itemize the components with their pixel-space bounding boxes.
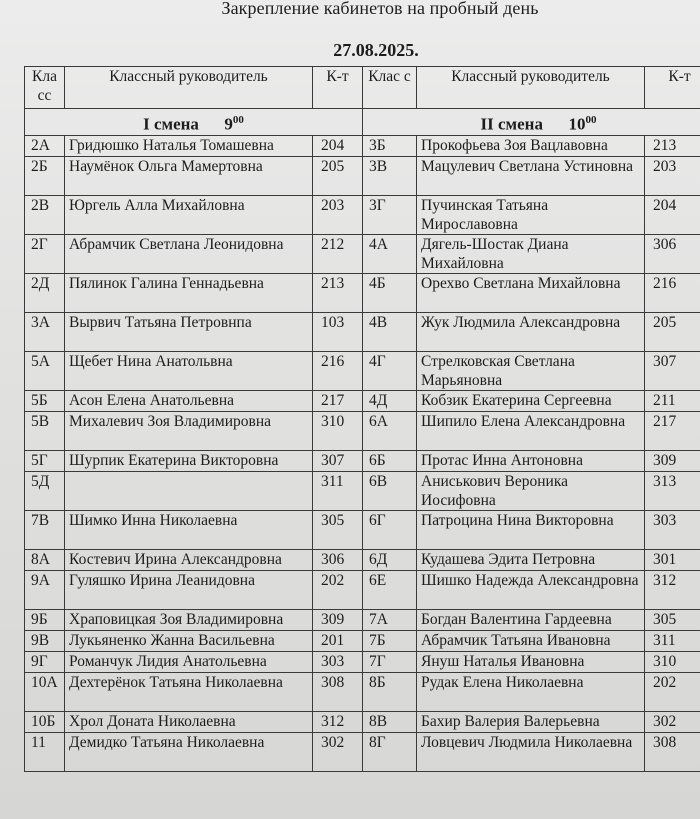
- room-assignment-table: [24, 66, 700, 772]
- class-cell: 2Д: [25, 274, 65, 313]
- room-cell: 309: [313, 610, 363, 631]
- class-cell: 10А: [25, 673, 65, 712]
- room-cell: 307: [313, 451, 363, 472]
- col-header-class: Кла сс: [25, 67, 65, 109]
- class-cell: 5Д: [25, 472, 65, 511]
- table-row: [25, 274, 700, 313]
- room-cell-right: 211: [645, 391, 700, 412]
- room-cell: 216: [313, 352, 363, 391]
- table-row: [25, 712, 700, 733]
- class-cell-right: 7А: [363, 610, 417, 631]
- room-cell-right: 213: [645, 136, 700, 157]
- room-cell: 204: [313, 136, 363, 157]
- teacher-cell-right: Мацулевич Светлана Устиновна: [417, 157, 645, 196]
- class-cell: 2Б: [25, 157, 65, 196]
- room-cell-right: 312: [645, 571, 700, 610]
- room-cell: 205: [313, 157, 363, 196]
- teacher-cell: Романчук Лидия Анатольевна: [65, 652, 313, 673]
- room-cell: 201: [313, 631, 363, 652]
- document-date: 27.08.2025.: [333, 40, 419, 60]
- class-cell-right: 4А: [363, 235, 417, 274]
- room-cell-right: 308: [645, 733, 700, 772]
- teacher-cell: Асон Елена Анатольевна: [65, 391, 313, 412]
- teacher-cell: Юргель Алла Михайловна: [65, 196, 313, 235]
- room-cell-right: 305: [645, 610, 700, 631]
- room-cell: 217: [313, 391, 363, 412]
- room-cell-right: 203: [645, 157, 700, 196]
- class-cell: 11: [25, 733, 65, 772]
- room-cell-right: 313: [645, 472, 700, 511]
- class-cell: 9Б: [25, 610, 65, 631]
- teacher-cell-right: Дягель-Шостак Диана Михайловна: [417, 235, 645, 274]
- class-cell-right: 7Г: [363, 652, 417, 673]
- class-cell: 3А: [25, 313, 65, 352]
- class-cell-right: 6Д: [363, 550, 417, 571]
- teacher-cell: Демидко Татьяна Николаевна: [65, 733, 313, 772]
- class-cell: 2В: [25, 196, 65, 235]
- teacher-cell-right: Орехво Светлана Михайловна: [417, 274, 645, 313]
- class-cell: 9А: [25, 571, 65, 610]
- class-cell: 5Г: [25, 451, 65, 472]
- table-row: [25, 451, 700, 472]
- header-row: [25, 67, 700, 109]
- teacher-cell-right: Рудак Елена Николаевна: [417, 673, 645, 712]
- room-cell: 302: [313, 733, 363, 772]
- teacher-cell: Храповицкая Зоя Владимировна: [65, 610, 313, 631]
- teacher-cell: Вырвич Татьяна Петровнпа: [65, 313, 313, 352]
- room-cell: 310: [313, 412, 363, 451]
- teacher-cell: Михалевич Зоя Владимировна: [65, 412, 313, 451]
- teacher-cell: Наумёнок Ольга Мамертовна: [65, 157, 313, 196]
- room-cell-right: 202: [645, 673, 700, 712]
- class-cell-right: 6В: [363, 472, 417, 511]
- room-cell-right: 302: [645, 712, 700, 733]
- table-row: [25, 631, 700, 652]
- table-row: [25, 472, 700, 511]
- table-body: [25, 136, 700, 772]
- teacher-cell-right: Кобзик Екатерина Сергеевна: [417, 391, 645, 412]
- teacher-cell-right: Патроцина Нина Викторовна: [417, 511, 645, 550]
- teacher-cell-right: Шипило Елена Александровна: [417, 412, 645, 451]
- room-cell-right: 303: [645, 511, 700, 550]
- teacher-cell: Костевич Ирина Александровна: [65, 550, 313, 571]
- class-cell: 8А: [25, 550, 65, 571]
- room-cell-right: 307: [645, 352, 700, 391]
- class-cell-right: 4Д: [363, 391, 417, 412]
- class-cell-right: 4Б: [363, 274, 417, 313]
- room-cell: 306: [313, 550, 363, 571]
- room-cell-right: 301: [645, 550, 700, 571]
- table-row: [25, 412, 700, 451]
- room-cell: 311: [313, 472, 363, 511]
- room-cell-right: 311: [645, 631, 700, 652]
- room-cell: 305: [313, 511, 363, 550]
- document-title: Закрепление кабинетов на пробный день: [221, 0, 539, 18]
- teacher-cell: Гуляшко Ирина Леанидовна: [65, 571, 313, 610]
- room-cell-right: 310: [645, 652, 700, 673]
- teacher-cell: Дехтерёнок Татьяна Николаевна: [65, 673, 313, 712]
- col-header-class-right: Клас с: [363, 67, 417, 109]
- class-cell: 9Г: [25, 652, 65, 673]
- teacher-cell-right: Стрелковская Светлана Марьяновна: [417, 352, 645, 391]
- class-cell-right: 6Е: [363, 571, 417, 610]
- class-cell: 2Г: [25, 235, 65, 274]
- teacher-cell: Шимко Инна Николаевна: [65, 511, 313, 550]
- class-cell-right: 8Б: [363, 673, 417, 712]
- teacher-cell-right: Пучинская Татьяна Мирославовна: [417, 196, 645, 235]
- teacher-cell-right: Жук Людмила Александровна: [417, 313, 645, 352]
- table-row: [25, 136, 700, 157]
- room-cell: 213: [313, 274, 363, 313]
- table-row: [25, 733, 700, 772]
- room-cell: 308: [313, 673, 363, 712]
- teacher-cell: Пялинок Галина Геннадьевна: [65, 274, 313, 313]
- room-cell-right: 217: [645, 412, 700, 451]
- table-row: [25, 610, 700, 631]
- class-cell: 7В: [25, 511, 65, 550]
- shift-row: [25, 109, 700, 136]
- teacher-cell-right: Богдан Валентина Гардеевна: [417, 610, 645, 631]
- class-cell-right: 4В: [363, 313, 417, 352]
- teacher-cell-right: Януш Наталья Ивановна: [417, 652, 645, 673]
- room-cell: 212: [313, 235, 363, 274]
- teacher-cell-right: Шишко Надежда Александровна: [417, 571, 645, 610]
- class-cell-right: 8В: [363, 712, 417, 733]
- col-header-room-right: К-т: [645, 67, 700, 109]
- col-header-room: К-т: [313, 67, 363, 109]
- table-row: [25, 511, 700, 550]
- teacher-cell-right: Аниськович Вероника Иосифовна: [417, 472, 645, 511]
- class-cell-right: 4Г: [363, 352, 417, 391]
- table-row: [25, 673, 700, 712]
- room-cell-right: 309: [645, 451, 700, 472]
- room-cell-right: 216: [645, 274, 700, 313]
- teacher-cell: [65, 472, 313, 511]
- teacher-cell-right: Протас Инна Антоновна: [417, 451, 645, 472]
- teacher-cell: Абрамчик Светлана Леонидовна: [65, 235, 313, 274]
- room-cell: 103: [313, 313, 363, 352]
- class-cell: 10Б: [25, 712, 65, 733]
- teacher-cell-right: Ловцевич Людмила Николаевна: [417, 733, 645, 772]
- class-cell: 9В: [25, 631, 65, 652]
- teacher-cell: Щебет Нина Анатольвна: [65, 352, 313, 391]
- table-row: [25, 571, 700, 610]
- class-cell: 5Б: [25, 391, 65, 412]
- table-row: [25, 313, 700, 352]
- class-cell-right: 3В: [363, 157, 417, 196]
- col-header-teacher-right: Классный руководитель: [417, 67, 645, 109]
- class-cell: 5А: [25, 352, 65, 391]
- class-cell-right: 8Г: [363, 733, 417, 772]
- room-cell: 312: [313, 712, 363, 733]
- shift-second: II смена $10^{00}$: [363, 109, 700, 136]
- class-cell-right: 3Б: [363, 136, 417, 157]
- room-cell: 203: [313, 196, 363, 235]
- teacher-cell-right: Прокофьева Зоя Вацлавовна: [417, 136, 645, 157]
- teacher-cell-right: Бахир Валерия Валерьевна: [417, 712, 645, 733]
- table-row: [25, 235, 700, 274]
- teacher-cell-right: Абрамчик Татьяна Ивановна: [417, 631, 645, 652]
- room-cell-right: 306: [645, 235, 700, 274]
- class-cell-right: 7Б: [363, 631, 417, 652]
- table-row: [25, 391, 700, 412]
- class-cell-right: 3Г: [363, 196, 417, 235]
- table-row: [25, 652, 700, 673]
- room-cell: 202: [313, 571, 363, 610]
- shift-first: I смена $9^{00}$: [25, 109, 363, 136]
- class-cell: 2А: [25, 136, 65, 157]
- teacher-cell: Хрол Доната Николаевна: [65, 712, 313, 733]
- room-cell-right: 205: [645, 313, 700, 352]
- table-row: [25, 196, 700, 235]
- class-cell-right: 6А: [363, 412, 417, 451]
- teacher-cell-right: Кудашева Эдита Петровна: [417, 550, 645, 571]
- room-cell: 303: [313, 652, 363, 673]
- class-cell-right: 6Г: [363, 511, 417, 550]
- table-row: [25, 550, 700, 571]
- class-cell: 5В: [25, 412, 65, 451]
- teacher-cell: Шурпик Екатерина Викторовна: [65, 451, 313, 472]
- col-header-teacher: Классный руководитель: [65, 67, 313, 109]
- teacher-cell: Лукьяненко Жанна Васильевна: [65, 631, 313, 652]
- table-row: [25, 157, 700, 196]
- room-cell-right: 204: [645, 196, 700, 235]
- class-cell-right: 6Б: [363, 451, 417, 472]
- teacher-cell: Гридюшко Наталья Томашевна: [65, 136, 313, 157]
- table-row: [25, 352, 700, 391]
